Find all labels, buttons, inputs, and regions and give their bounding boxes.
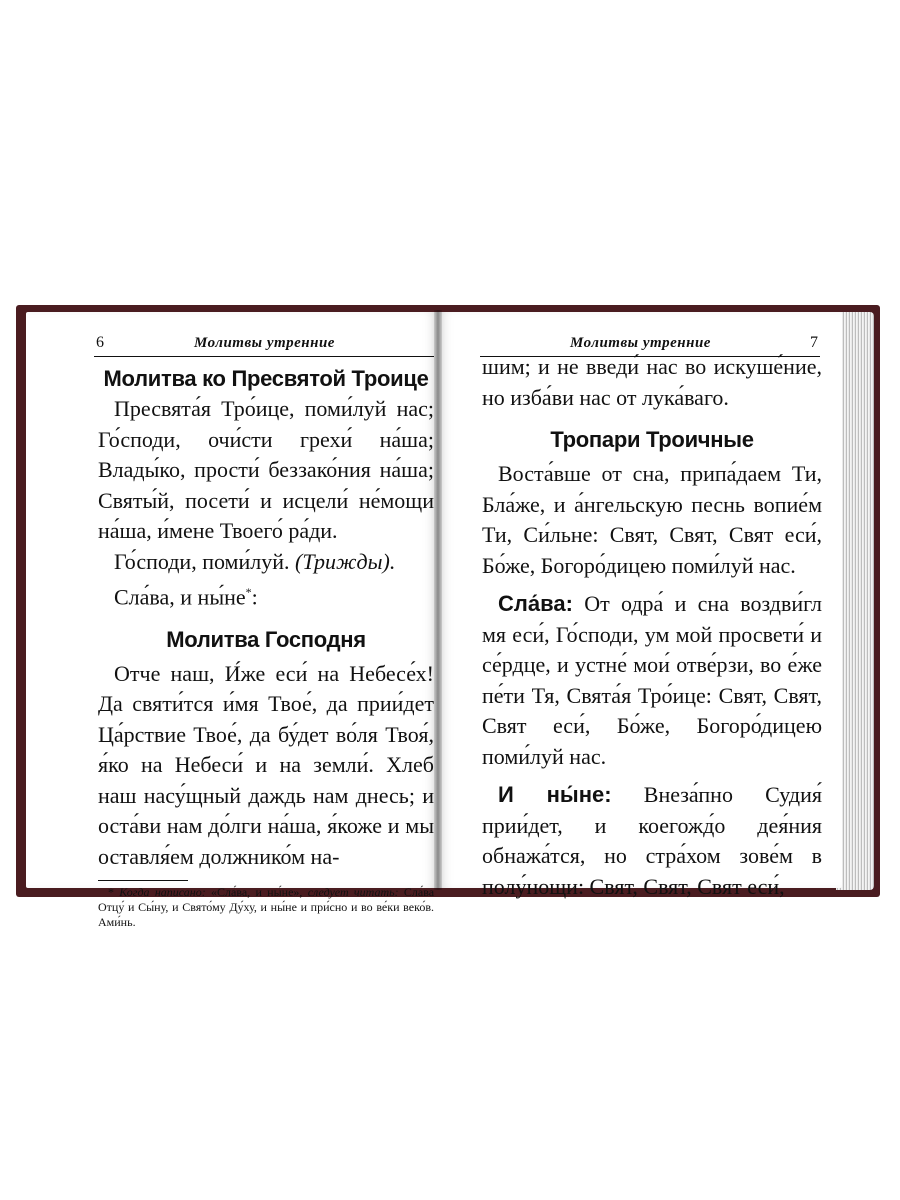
verse-label: Сла́ва: xyxy=(498,591,573,616)
prayer-paragraph: Пресвята́я Тро́ице, поми́луй нас; Го́споди, очи́сти грехи́ на́ша; Влады́ко, прости́ беззако́ния на́ша; Святы́й, посети́ и исцели́ не́мощи на́ша, и́мене Твоего́ ра́ди. xyxy=(98,396,434,543)
prayer-text: Го́споди, поми́луй. xyxy=(114,548,290,574)
footnote-marker: * xyxy=(108,885,114,900)
colon: : xyxy=(251,584,258,610)
footnote-marker: * xyxy=(245,585,252,599)
section-heading: Тропари Троичные xyxy=(550,427,754,452)
footnote-text: «Сла́ва, и ны́не», xyxy=(211,885,303,900)
rubric-text: (Трижды). xyxy=(295,548,396,574)
prayer-paragraph: шим; и не введи́ нас во искуше́ние, но изба́ви нас от лука́ваго. xyxy=(482,354,822,410)
running-title: Молитвы утренние xyxy=(570,335,711,351)
prayer-text: От одра́ и сна воздви́гл мя еси́, Го́споди, ум мой просвети́ и се́рдце, и устне́ мои́ отве́рзи, во е́же пе́ти Тя, Свята́я Тро́ице: Свят, Свят, Свят еси́, Бо́же, Богоро́дицею поми́луй нас. xyxy=(482,591,823,769)
prayer-paragraph xyxy=(98,577,434,613)
footnote-rubric: Когда написано: xyxy=(119,885,206,900)
prayer-paragraph xyxy=(482,589,822,772)
prayer-paragraph: Воста́вше от сна, припа́даем Ти, Бла́же, и а́нгельскую песнь вопие́м Ти, Си́льне: Свят, Свят, Свят еси́, Бо́же, Богоро́дицею поми́луй нас. xyxy=(482,461,822,578)
prayer-paragraph: Отче наш, И́же еси́ на Небесе́х! Да святи́тся и́мя Твое́, да прии́дет Ца́рствие Твое́, да бу́дет во́ля Твоя́, я́ко на Небеси́ и на земли́. Хлеб наш насу́щный даждь нам днесь; и оста́ви нам до́лги на́ша, я́коже и мы оставля́ем должнико́м на- xyxy=(98,660,434,869)
book-spine-gutter xyxy=(434,310,442,890)
right-page xyxy=(438,312,842,899)
prayer-text: Сла́ва, и ны́не xyxy=(114,584,246,610)
right-page-text xyxy=(482,352,822,902)
left-page-header xyxy=(94,332,434,357)
left-page-text xyxy=(98,364,434,942)
footnote-text: Сла́ва Отцу́ и Сы́ну, и Свято́му Ду́ху, и ны́не и при́сно и во ве́ки веко́в. Ами́нь. xyxy=(98,885,435,930)
prayer-paragraph xyxy=(482,780,822,902)
page-number: 7 xyxy=(810,334,818,351)
footnote xyxy=(98,885,434,930)
section-heading: Молитва Господня xyxy=(166,626,366,652)
running-title: Молитвы утренние xyxy=(194,335,335,351)
footnote-rule xyxy=(98,880,188,881)
page-number: 6 xyxy=(96,334,104,351)
prayer-text: Внеза́пно Судия́ прии́дет, и коегожд́о дея́ния обнажа́тся, но стра́хом зове́м в полу́нощи: Свят, Свят, Свят еси́, xyxy=(482,782,822,899)
footnote-rubric: следует читать: xyxy=(307,885,399,900)
prayer-paragraph xyxy=(98,547,434,578)
section-heading: Молитва ко Пресвятой Троице xyxy=(103,366,429,391)
left-page xyxy=(26,312,438,930)
verse-label: И ны́не: xyxy=(498,782,612,807)
